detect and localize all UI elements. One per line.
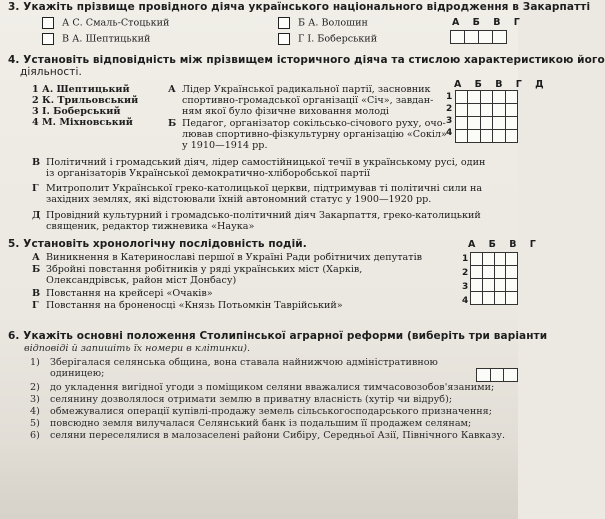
q4-cell[interactable] — [456, 91, 468, 104]
q6-title-line2: відповіді й запишіть їх номери в клітинки). — [24, 343, 251, 354]
q5-row-2-label: 2 — [462, 268, 469, 278]
q4-name-4: 4 М. Міхновський — [32, 117, 133, 128]
q3-answer-grid[interactable] — [450, 30, 507, 44]
q4-option-a-line1: Лідер Української радикальної партії, засновник — [182, 84, 431, 95]
q4-cell[interactable] — [456, 130, 468, 143]
q4-option-e-letter: Д — [32, 210, 41, 221]
q5-row-4-label: 4 — [462, 296, 469, 306]
q4-cell[interactable] — [468, 91, 480, 104]
q6-item-1-line1: Зберігалася селянська община, вона ставала найнижчою адміністративною — [50, 357, 438, 368]
q4-option-d-line2: західних землях, які відстоювали їхній автономний статус у 1900—1920 рр. — [46, 194, 432, 205]
q4-cell[interactable] — [480, 130, 492, 143]
q4-row-2-label: 2 — [446, 104, 453, 114]
q6-item-3-num: 3) — [30, 394, 40, 405]
q4-option-b-line1: Педагог, організатор сокільсько-січового руху, очо- — [182, 118, 446, 129]
q6-item-2-line1: до укладення вигідної угоди з поміщиком селяни вважалися тимчасовозобов'язаними; — [50, 382, 495, 393]
q5-cell[interactable] — [494, 253, 506, 266]
q5-option-c-line1: Повстання на крейсері «Очаків» — [46, 288, 213, 299]
q4-cell[interactable] — [493, 117, 505, 130]
q6-item-4-line1: обмежувалися операції купівлі-продажу земель сільськогосподарського призначення; — [50, 406, 492, 417]
q4-cell[interactable] — [505, 117, 517, 130]
q4-option-b-line3: у 1910—1914 рр. — [182, 140, 268, 151]
q5-row-3-label: 3 — [462, 282, 469, 292]
q6-cell[interactable] — [490, 369, 504, 382]
q3-cell-a[interactable] — [451, 31, 465, 44]
q5-cell[interactable] — [471, 279, 483, 292]
q4-option-a-line3: ням якої було фізичне виховання молоді — [182, 106, 389, 117]
q5-cell[interactable] — [482, 266, 494, 279]
q4-name-3: 3 І. Боберський — [32, 106, 121, 117]
q4-cell[interactable] — [493, 104, 505, 117]
q4-option-d-line1: Митрополит Української греко-католицької церкви, підтримував ті політичні сили на — [46, 183, 483, 194]
q4-cell[interactable] — [468, 104, 480, 117]
q5-cell[interactable] — [506, 279, 518, 292]
q5-cell[interactable] — [471, 253, 483, 266]
q6-item-2-num: 2) — [30, 382, 40, 393]
q3-option-b-checkbox[interactable] — [278, 17, 290, 29]
q5-option-a-line1: Виникнення в Катеринославі першої в Україні Ради робітничих депутатів — [46, 252, 423, 263]
q4-option-b-letter: Б — [168, 118, 177, 129]
q3-option-a-checkbox[interactable] — [42, 17, 54, 29]
q4-cell[interactable] — [493, 91, 505, 104]
q4-option-c-letter: В — [32, 157, 41, 168]
q4-cell[interactable] — [456, 104, 468, 117]
q4-title-line2: діяльності. — [20, 66, 82, 78]
q5-cell[interactable] — [506, 253, 518, 266]
q3-option-a[interactable]: А С. Смаль-Стоцький — [42, 17, 548, 29]
q5-cell[interactable] — [471, 266, 483, 279]
q5-answer-header: А Б В Г — [468, 239, 541, 250]
q4-cell[interactable] — [480, 117, 492, 130]
q3-option-b[interactable]: Б А. Волошин — [278, 17, 548, 29]
q4-option-c-line2: із організаторів Української демократично-хліборобської партії — [46, 168, 371, 179]
q5-cell[interactable] — [471, 292, 483, 305]
q4-option-c-line1: Політичний і громадський діяч, лідер самостійницької течії в українському русі, один — [46, 157, 486, 168]
q5-option-d-letter: Г — [32, 300, 39, 311]
q3-cell-b[interactable] — [465, 31, 479, 44]
q6-answer-grid[interactable] — [476, 368, 518, 382]
q4-row-1-label: 1 — [446, 92, 453, 102]
q6-title: 6. Укажіть основні положення Столипінської аграрної реформи (виберіть три варіанти — [8, 330, 548, 342]
q6-item-5-line1: повсюдно земля вилучалася Селянський банк із подальшим її продажем селянам; — [50, 418, 472, 429]
q4-name-2: 2 К. Трильовський — [32, 95, 139, 106]
q4-option-a-line2: спортивно-громадської організації «Січ», завдан- — [182, 95, 434, 106]
q5-cell[interactable] — [482, 253, 494, 266]
q4-cell[interactable] — [505, 91, 517, 104]
q4-cell[interactable] — [505, 130, 517, 143]
q4-option-d-letter: Г — [32, 183, 39, 194]
q6-item-5-num: 5) — [30, 418, 40, 429]
q5-option-b-letter: Б — [32, 264, 41, 275]
q4-name-1: 1 А. Шептицький — [32, 84, 130, 95]
q4-option-b-line2: лював спортивно-фізкультурну організацію «Сокіл» — [182, 129, 447, 140]
q5-cell[interactable] — [482, 292, 494, 305]
q4-option-e-line1: Провідний культурний і громадсько-політичний діяч Закарпаття, греко-католицький — [46, 210, 481, 221]
q5-row-1-label: 1 — [462, 254, 469, 264]
q4-cell[interactable] — [456, 117, 468, 130]
q3-answer-header: А Б В Г — [452, 17, 525, 28]
q3-cell-c[interactable] — [479, 31, 493, 44]
q5-option-b-line1: Збройні повстання робітників у ряді українських міст (Харків, — [46, 264, 363, 275]
q4-row-3-label: 3 — [446, 116, 453, 126]
q5-title: 5. Установіть хронологічну послідовність подій. — [8, 238, 307, 250]
q4-cell[interactable] — [480, 104, 492, 117]
q4-option-e-line2: священик, редактор тижневика «Наука» — [46, 221, 255, 232]
q5-cell[interactable] — [506, 266, 518, 279]
q4-row-4-label: 4 — [446, 128, 453, 138]
q6-item-1-line2: одиницею; — [50, 368, 105, 379]
q6-item-3-line1: селянину дозволялося отримати землю в приватну власність (хутір чи відруб); — [50, 394, 453, 405]
q5-option-b-line2: Олександрівськ, район міст Донбасу) — [46, 275, 237, 286]
q3-option-c-checkbox[interactable] — [42, 33, 54, 45]
q5-cell[interactable] — [506, 292, 518, 305]
q3-cell-d[interactable] — [493, 31, 507, 44]
q6-item-1-num: 1) — [30, 357, 40, 368]
q4-option-a-letter: А — [168, 84, 176, 95]
q5-cell[interactable] — [482, 279, 494, 292]
q5-cell[interactable] — [494, 279, 506, 292]
page-shadow — [0, 445, 518, 519]
q6-cell[interactable] — [477, 369, 491, 382]
q5-answer-grid[interactable] — [470, 252, 518, 305]
q5-option-c-letter: В — [32, 288, 41, 299]
q5-cell[interactable] — [494, 266, 506, 279]
q4-cell[interactable] — [468, 130, 480, 143]
q3-option-d[interactable]: Г І. Боберський — [278, 33, 548, 45]
q3-option-c[interactable]: В А. Шептицький — [42, 33, 548, 45]
q3-option-d-checkbox[interactable] — [278, 33, 290, 45]
q5-cell[interactable] — [494, 292, 506, 305]
q6-item-6-line1: селяни переселялися в малозаселені райони Сибіру, Середньої Азії, Північного Кавказу. — [50, 430, 506, 441]
q4-cell[interactable] — [468, 117, 480, 130]
q4-cell[interactable] — [493, 130, 505, 143]
q6-item-6-num: 6) — [30, 430, 40, 441]
q4-answer-header: А Б В Г Д — [454, 79, 549, 90]
q4-cell[interactable] — [505, 104, 517, 117]
q4-answer-grid[interactable] — [455, 90, 518, 143]
q4-cell[interactable] — [480, 91, 492, 104]
q6-item-4-num: 4) — [30, 406, 40, 417]
q3-title: 3. Укажіть прізвище провідного діяча українського національного відродження в Закарпатті — [8, 1, 591, 13]
q5-option-d-line1: Повстання на броненосці «Князь Потьомкін Таврійський» — [46, 300, 343, 311]
q5-option-a-letter: А — [32, 252, 40, 263]
q6-cell[interactable] — [504, 369, 518, 382]
q4-title: 4. Установіть відповідність між прізвищем історичного діяча та стислою характеристикою його — [8, 54, 605, 66]
